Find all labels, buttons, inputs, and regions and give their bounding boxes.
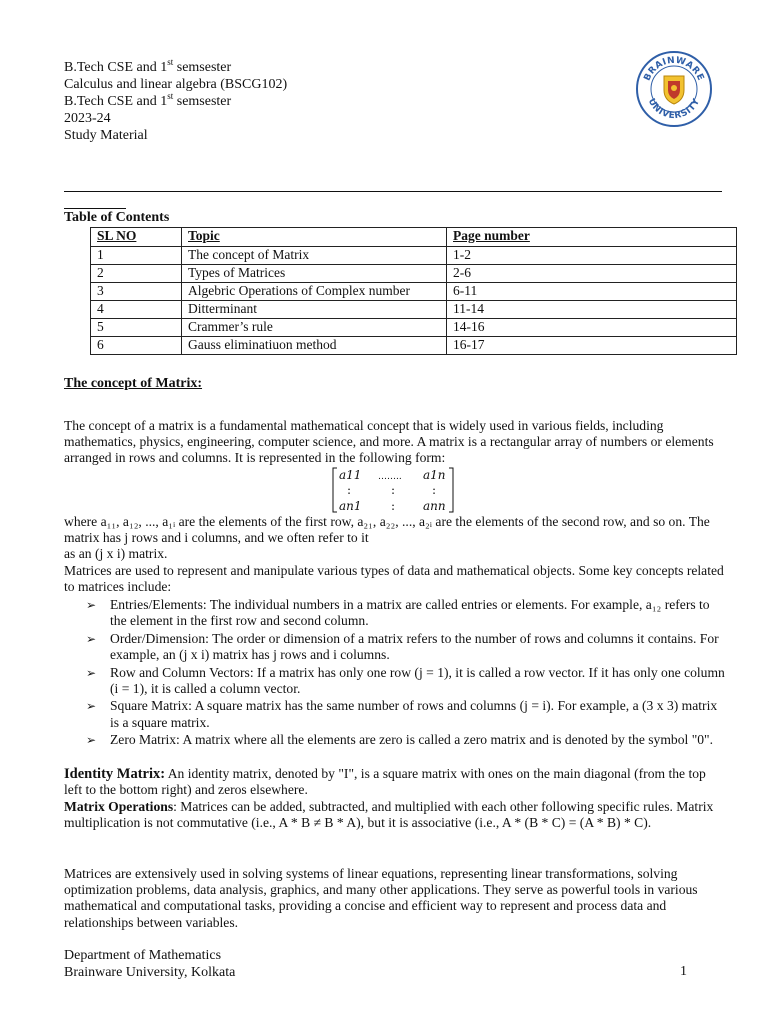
toc-cell: 2 (91, 265, 182, 283)
svg-text:BRAINWARE: BRAINWARE (642, 55, 706, 83)
arrow-bullet-icon: ➢ (86, 631, 97, 646)
arrow-bullet-icon: ➢ (86, 598, 97, 612)
toc-cell: 16-17 (447, 337, 737, 355)
list-item: ➢ Row and Column Vectors: If a matrix has only one row (j = 1), it is called a row vector. If it has only one column (i = 1), it is called a column vector. (86, 664, 725, 697)
table-row (91, 319, 737, 337)
identity-label: Identity Matrix: (64, 766, 166, 782)
header-line-course: B.Tech CSE and 1st semsester (64, 57, 232, 75)
matrix-entry: : (347, 483, 352, 497)
matrix-entry: ann (423, 499, 446, 513)
toc-cell: 3 (91, 283, 182, 301)
toc-cell: 1-2 (447, 247, 737, 265)
intro-paragraph: The concept of a matrix is a fundamental mathematical concept that is widely used in various fields, including mathematics, physics, engineering, computer science, and more. A matrix is a rectangular array of numbers or elements arranged in rows and columns. It is represented in the following form: (64, 418, 714, 466)
svg-text:UNIVERSITY: UNIVERSITY (645, 97, 703, 122)
toc-header-page: Page number (447, 228, 737, 247)
toc-cell: 6 (91, 337, 182, 355)
header-divider (64, 191, 722, 192)
page-number: 1 (680, 964, 687, 979)
toc-title: Table of Contents (64, 210, 170, 225)
matrix-entry: …….. (378, 472, 402, 482)
toc-cell: Types of Matrices (182, 265, 447, 283)
list-item: ➢ Square Matrix: A square matrix has the same number of rows and columns (j = i). For example, a (3 x 3) matrix is a square matrix. (86, 698, 718, 730)
toc-cell: 14-16 (447, 319, 737, 337)
toc-header-row (91, 228, 737, 247)
table-row (91, 337, 737, 355)
page-footer (64, 947, 235, 981)
closing-paragraph: Matrices are extensively used in solving systems of linear equations, representing linear transformations, solving optimization problems, data analysis, graphics, and many other applications. They serve as powerful tools in various mathematical and computational tasks, providing a concise and efficient way to represent and process data and relationships between variables. (64, 866, 698, 930)
matrix-entry: a1n (423, 468, 446, 482)
arrow-bullet-icon: ➢ (86, 665, 97, 680)
matrix-entry: : (391, 499, 396, 513)
matrix-entry: an1 (339, 499, 362, 513)
header-line-year: 2023-24 (64, 111, 111, 126)
where-text-continued: as an (j x i) matrix. (64, 546, 168, 562)
university-logo (635, 50, 713, 128)
toc-cell: 5 (91, 319, 182, 337)
toc-cell: 4 (91, 301, 182, 319)
usage-paragraph: Matrices are used to represent and manipulate various types of data and mathematical objects. Some key concepts related to matrices include: (64, 563, 724, 595)
list-item: ➢ Order/Dimension: The order or dimension of a matrix refers to the number of rows and columns it contains. For example, an (j x i) matrix has j rows and i columns. (86, 630, 719, 663)
toc-header-slno: SL NO (91, 228, 182, 247)
where-paragraph (64, 514, 724, 563)
identity-paragraph: Identity Matrix: An identity matrix, denoted by "I", is a square matrix with ones on the main diagonal (from the top left to the bottom right) and zeros elsewhere. (64, 766, 706, 798)
list-item: ➢ Entries/Elements: The individual numbers in a matrix are called entries or elements. For example, a₁₂ refers to the element in the first row and second column. (86, 597, 710, 629)
table-row (91, 265, 737, 283)
header-line-subject: Calculus and linear algebra (BSCG102) (64, 77, 288, 92)
list-item: ➢ Zero Matrix: A matrix where all the elements are zero is called a zero matrix and is denoted by the symbol "0". (86, 732, 713, 748)
toc-cell: 2-6 (447, 265, 737, 283)
footer-department: Department of Mathematics (64, 948, 222, 963)
section-title: The concept of Matrix: (64, 376, 203, 391)
operations-paragraph: Matrix Operations: Matrices can be added, subtracted, and multiplied with each other following specific rules. Matrix multiplication is not commutative (i.e., A * B ≠ B * A), but it is associative (i.e., A * (B * C) = (A * B) * C). (64, 799, 714, 831)
operations-label: Matrix Operations (64, 799, 174, 814)
toc-header-topic: Topic (182, 228, 447, 247)
matrix-entry: a11 (339, 468, 362, 482)
header-divider-short (64, 208, 126, 209)
toc-cell: The concept of Matrix (182, 247, 447, 265)
arrow-bullet-icon: ➢ (86, 699, 97, 714)
toc-cell: Crammer’s rule (182, 319, 447, 337)
matrix-equation (331, 466, 455, 514)
toc-cell: 6-11 (447, 283, 737, 301)
header-line-material: Study Material (64, 128, 148, 143)
table-row (91, 247, 737, 265)
footer-university: Brainware University, Kolkata (64, 965, 236, 980)
toc-cell: Ditterminant (182, 301, 447, 319)
table-row (91, 283, 737, 301)
table-row (91, 301, 737, 319)
arrow-bullet-icon: ➢ (86, 733, 97, 748)
toc-table (90, 227, 737, 355)
toc-cell: Algebric Operations of Complex number (182, 283, 447, 301)
concepts-list (86, 597, 726, 750)
toc-cell: Gauss eliminatiuon method (182, 337, 447, 355)
matrix-entry: : (391, 483, 396, 497)
toc-cell: 11-14 (447, 301, 737, 319)
toc-cell: 1 (91, 247, 182, 265)
document-header (64, 59, 287, 144)
matrix-entry: : (432, 483, 437, 497)
header-line-course-repeat: B.Tech CSE and 1st semsester (64, 91, 232, 109)
where-text: where a₁₁, a₁₂, ..., a₁ᵢ are the elements of the first row, a₂₁, a₂₂, ..., a₂ᵢ are the elements of the second row, and so on. The matrix has j rows and i columns, and we often refer to it (64, 514, 710, 546)
